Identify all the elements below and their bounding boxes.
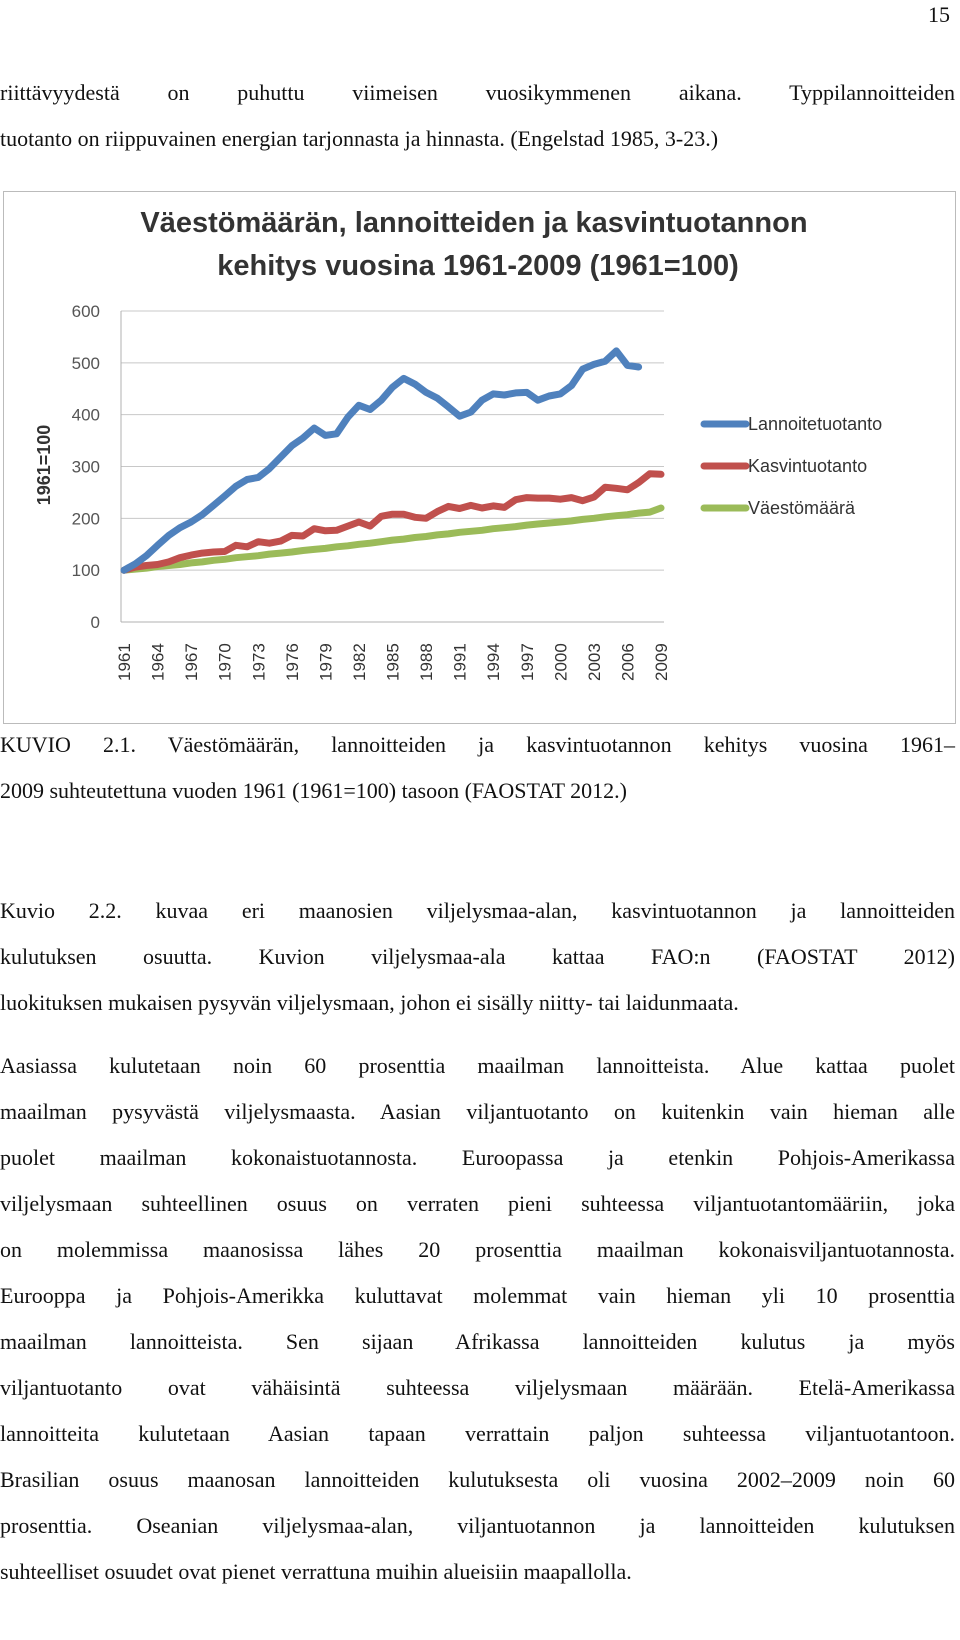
x-tick-label: 1967 — [182, 643, 202, 681]
x-tick-label: 1973 — [249, 643, 269, 681]
text-line: tuotanto on riippuvainen energian tarjonnasta ja hinnasta. (Engelstad 1985, 3-23.) — [0, 126, 719, 151]
x-tick-label: 1970 — [215, 643, 235, 681]
x-tick-label: 1991 — [450, 643, 470, 681]
x-tick-label: 2003 — [584, 643, 604, 681]
figure-caption — [0, 722, 955, 814]
y-tick-label: 600 — [71, 302, 100, 321]
y-tick-label: 400 — [71, 405, 100, 425]
series-line-1 — [124, 351, 639, 570]
x-tick-label: 2000 — [551, 643, 571, 681]
text-line: viljantuotanto ovat vähäisintä suhteessa viljelysmaan määrään. Etelä-Amerikassa — [0, 1375, 955, 1400]
text-line: on molemmissa maanosissa lähes 20 prosenttia maailman kokonaisviljantuotannosta. — [0, 1237, 955, 1262]
legend-label: Väestömäärä — [748, 498, 856, 518]
x-tick-label: 1994 — [484, 643, 504, 681]
x-tick-label: 1961 — [115, 643, 134, 681]
x-tick-label: 1979 — [316, 643, 336, 681]
text-line: Eurooppa ja Pohjois-Amerikka kuluttavat molemmat vain hieman yli 10 prosenttia — [0, 1283, 955, 1308]
text-line: Brasilian osuus maanosan lannoitteiden kulutuksesta oli vuosina 2002–2009 noin 60 — [0, 1467, 955, 1492]
text-line: maailman pysyvästä viljelysmaasta. Aasian viljantuotanto on kuitenkin vain hieman alle — [0, 1099, 955, 1124]
line-chart — [4, 192, 955, 723]
legend-label: Lannoitetuotanto — [748, 414, 883, 434]
text-line: puolet maailman kokonaistuotannosta. Euroopassa ja etenkin Pohjois-Amerikassa — [0, 1145, 955, 1170]
text-line: kulutuksen osuutta. Kuvion viljelysmaa-ala kattaa FAO:n (FAOSTAT 2012) — [0, 944, 955, 969]
x-tick-label: 2009 — [652, 643, 671, 681]
text-line: viljelysmaan suhteellinen osuus on verraten pieni suhteessa viljantuotantomääriin, joka — [0, 1191, 955, 1216]
legend-label: Kasvintuotanto — [748, 456, 868, 476]
text-line: riittävyydestä on puhuttu viimeisen vuosikymmenen aikana. Typpilannoitteiden — [0, 80, 955, 105]
x-tick-label: 1988 — [417, 643, 437, 681]
text-line: lannoitteita kulutetaan Aasian tapaan verrattain paljon suhteessa viljantuotantoon. — [0, 1421, 955, 1446]
chart-title — [140, 207, 815, 282]
paragraph-3 — [0, 1043, 955, 1595]
page-number: 15 — [928, 2, 950, 27]
x-tick-label: 2006 — [618, 643, 638, 681]
x-tick-label: 1985 — [383, 643, 403, 681]
y-tick-label: 500 — [71, 353, 100, 373]
y-tick-label: 300 — [71, 457, 100, 477]
y-tick-label: 100 — [71, 561, 100, 581]
text-line: Kuvio 2.2. kuvaa eri maanosien viljelysmaa-alan, kasvintuotannon ja lannoitteiden — [0, 898, 955, 923]
chart-frame — [3, 191, 956, 724]
paragraph-2 — [0, 888, 955, 1026]
y-axis-label: 1961=100 — [34, 424, 54, 506]
x-tick-label: 1976 — [282, 643, 302, 681]
y-tick-label: 0 — [90, 613, 100, 632]
chart-title-line-2: kehitys vuosina 1961-2009 (1961=100) — [217, 250, 739, 282]
text-line: luokituksen mukaisen pysyvän viljelysmaan, johon ei sisälly niitty- tai laidunmaata. — [0, 990, 739, 1015]
intro-paragraph — [0, 70, 955, 162]
text-line: prosenttia. Oseanian viljelysmaa-alan, viljantuotannon ja lannoitteiden kulutuksen — [0, 1513, 955, 1538]
x-tick-label: 1964 — [148, 643, 168, 681]
x-tick-label: 1997 — [517, 643, 537, 681]
text-line: maailman lannoitteista. Sen sijaan Afrikassa lannoitteiden kulutus ja myös — [0, 1329, 955, 1354]
caption-line: KUVIO 2.1. Väestömäärän, lannoitteiden ja kasvintuotannon kehitys vuosina 1961– — [0, 732, 955, 757]
x-tick-label: 1982 — [349, 643, 369, 681]
text-line: suhteelliset osuudet ovat pienet verrattuna muihin alueisiin maapallolla. — [0, 1559, 632, 1584]
y-tick-label: 200 — [71, 509, 100, 529]
text-line: Aasiassa kulutetaan noin 60 prosenttia maailman lannoitteista. Alue kattaa puolet — [0, 1053, 955, 1078]
caption-line: 2009 suhteutettuna vuoden 1961 (1961=100) tasoon (FAOSTAT 2012.) — [0, 778, 627, 803]
chart-title-line-1: Väestömäärän, lannoitteiden ja kasvintuotannon — [140, 207, 808, 239]
